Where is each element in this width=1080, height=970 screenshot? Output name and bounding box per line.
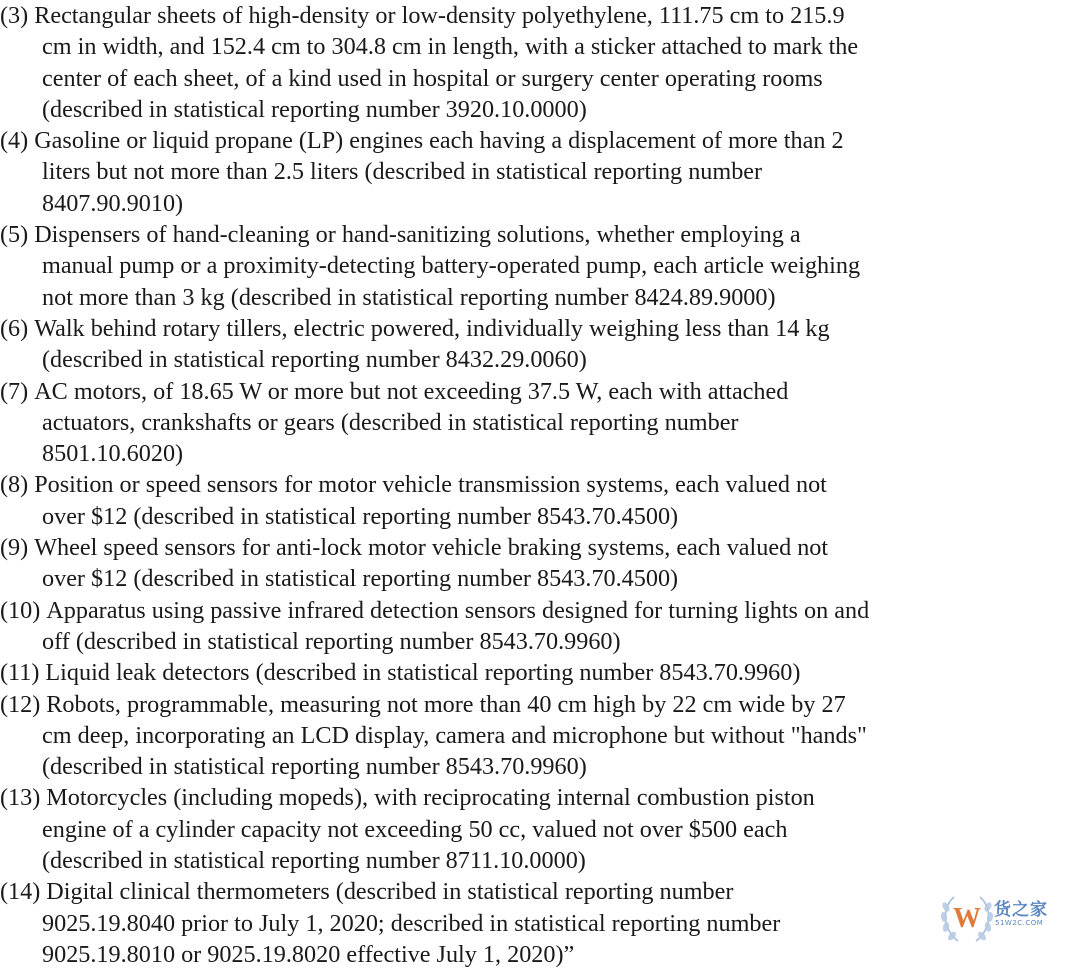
item-text-line: 9025.19.8010 or 9025.19.8020 effective July 1, 2020)” <box>42 940 575 968</box>
item-text-line: engine of a cylinder capacity not exceeding 50 cc, valued not over $500 each <box>42 815 788 843</box>
item-number: (9) <box>0 534 29 562</box>
list-item <box>0 689 1080 783</box>
item-text-line: Rectangular sheets of high-density or low-density polyethylene, 111.75 cm to 215.9 <box>34 2 845 29</box>
item-text-line: (described in statistical reporting number 8711.10.0000) <box>42 847 586 875</box>
item-text-line: cm deep, incorporating an LCD display, camera and microphone but without "hands" <box>42 721 867 749</box>
item-number: (10) <box>0 596 41 624</box>
item-text-line: 8407.90.9010) <box>42 189 184 217</box>
watermark-chinese: 货之家 <box>994 900 1048 920</box>
item-text-line: center of each sheet, of a kind used in hospital or surgery center operating rooms <box>42 64 823 92</box>
watermark-letter: W <box>953 903 981 934</box>
list-item <box>0 782 1080 876</box>
item-text-line: over $12 (described in statistical reporting number 8543.70.4500) <box>42 565 679 593</box>
item-text-line: Dispensers of hand-cleaning or hand-sanitizing solutions, whether employing a <box>34 221 801 249</box>
item-text-line: Gasoline or liquid propane (LP) engines each having a displacement of more than 2 <box>34 127 844 155</box>
item-text-line: actuators, crankshafts or gears (described in statistical reporting number <box>42 408 739 436</box>
item-text-line: (described in statistical reporting number 3920.10.0000) <box>42 95 587 123</box>
list-item <box>0 876 1080 970</box>
item-text-line: cm in width, and 152.4 cm to 304.8 cm in length, with a sticker attached to mark the <box>42 33 859 61</box>
item-number: (13) <box>0 784 41 812</box>
item-number: (5) <box>0 221 29 249</box>
item-text-line: off (described in statistical reporting number 8543.70.9960) <box>42 627 621 655</box>
list-item <box>0 125 1080 219</box>
item-text-line: liters but not more than 2.5 liters (described in statistical reporting number <box>42 158 763 186</box>
list-item <box>0 532 1080 595</box>
item-text-line: Motorcycles (including mopeds), with reciprocating internal combustion piston <box>46 784 815 812</box>
list-item <box>0 313 1080 376</box>
item-number: (14) <box>0 878 41 906</box>
item-text-line: Digital clinical thermometers (described in statistical reporting number <box>46 878 734 906</box>
item-number: (6) <box>0 314 29 342</box>
item-text-line: Wheel speed sensors for anti-lock motor vehicle braking systems, each valued not <box>34 534 829 562</box>
item-number: (7) <box>0 377 29 405</box>
list-item <box>0 657 1080 688</box>
item-number: (8) <box>0 471 29 499</box>
watermark-domain: 51W2C.COM <box>995 919 1044 927</box>
item-text-line: 8501.10.6020) <box>42 440 184 468</box>
item-number: (12) <box>0 690 41 718</box>
item-text-line: (described in statistical reporting number 8543.70.9960) <box>42 753 587 781</box>
item-text-line: over $12 (described in statistical reporting number 8543.70.4500) <box>42 502 679 530</box>
list-item <box>0 219 1080 313</box>
item-text-line: AC motors, of 18.65 W or more but not exceeding 37.5 W, each with attached <box>34 377 789 405</box>
item-text-line: manual pump or a proximity-detecting battery-operated pump, each article weighing <box>42 252 861 280</box>
list-item <box>0 469 1080 532</box>
list-item <box>0 595 1080 658</box>
item-text-line: (described in statistical reporting number 8432.29.0060) <box>42 346 587 374</box>
item-text-line: 9025.19.8040 prior to July 1, 2020; described in statistical reporting number <box>42 909 781 937</box>
item-number: (3) <box>0 2 29 29</box>
item-number: (4) <box>0 127 29 155</box>
item-text-line: Position or speed sensors for motor vehicle transmission systems, each valued not <box>34 471 827 499</box>
list-item <box>0 0 1080 125</box>
item-number: (11) <box>0 659 40 687</box>
item-text-line: not more than 3 kg (described in statistical reporting number 8424.89.9000) <box>42 283 776 311</box>
list-item <box>0 376 1080 470</box>
item-text-line: Walk behind rotary tillers, electric powered, individually weighing less than 14 kg <box>34 314 830 342</box>
item-text-line: Apparatus using passive infrared detection sensors designed for turning lights on and <box>46 596 870 624</box>
item-text-line: Liquid leak detectors (described in statistical reporting number 8543.70.9960) <box>45 659 801 687</box>
watermark-logo <box>936 889 1074 949</box>
item-text-line: Robots, programmable, measuring not more than 40 cm high by 22 cm wide by 27 <box>46 690 846 718</box>
